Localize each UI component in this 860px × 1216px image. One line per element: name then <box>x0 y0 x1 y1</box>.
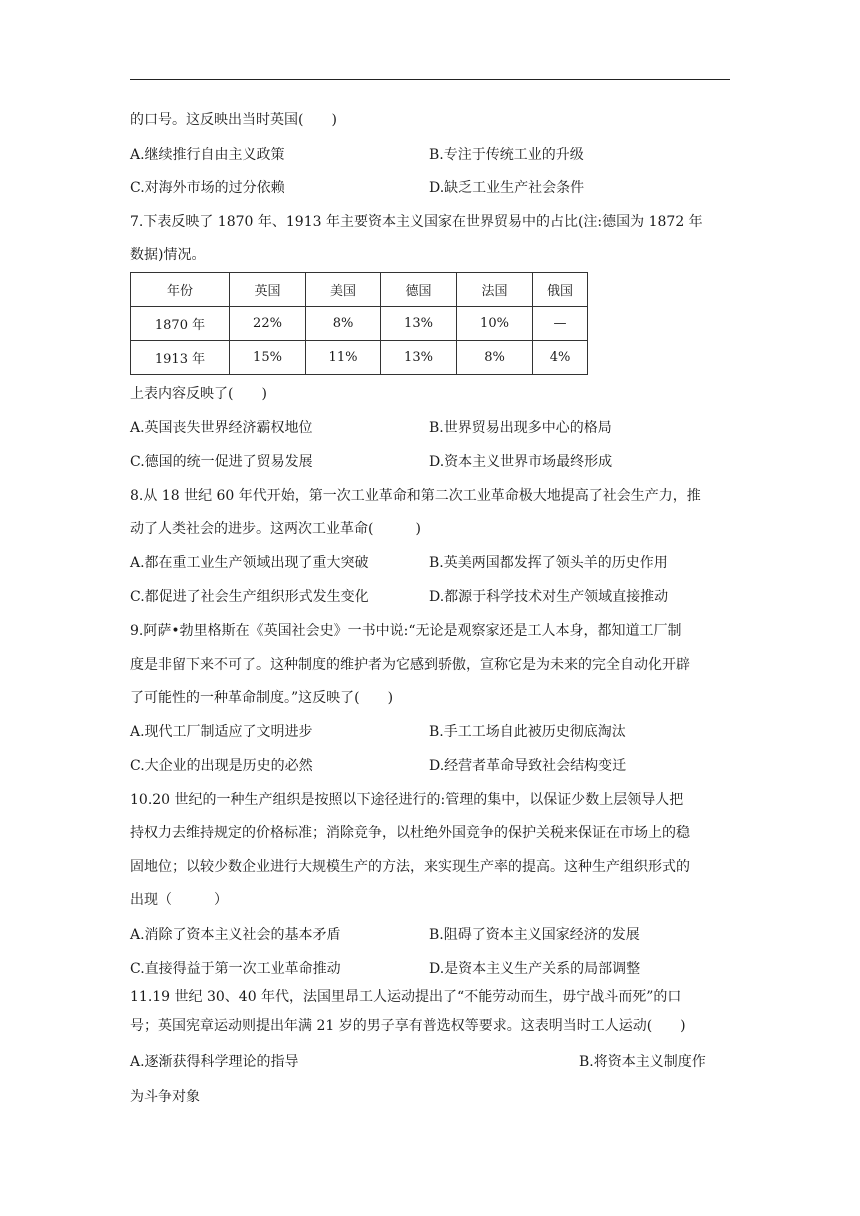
q7-after-table: 上表内容反映了( ) <box>130 386 267 402</box>
table-header-row <box>131 273 588 307</box>
q10-option-b: B.阻碍了资本主义国家经济的发展 <box>429 927 640 943</box>
q10-stem-line3: 固地位；以较少数企业进行大规模生产的方法，来实现生产率的提高。这种生产组织形式的 <box>130 859 690 875</box>
q11-stem-line2: 号；英国宪章运动则提出年满 21 岁的男子享有普选权等要求。这表明当时工人运动( ) <box>130 1018 686 1034</box>
q11-option-b-continued: 为斗争对象 <box>130 1089 200 1105</box>
table-header-cell: 英国 <box>230 273 306 307</box>
q8-option-c: C.都促进了社会生产组织形式发生变化 <box>130 589 369 605</box>
table-header-cell: 俄国 <box>533 273 588 307</box>
table-row <box>131 307 588 341</box>
q10-stem-line4: 出现（ ） <box>130 892 228 908</box>
q6-option-a: A.继续推行自由主义政策 <box>130 147 285 163</box>
table-cell: 10% <box>457 307 533 341</box>
q7-option-d: D.资本主义世界市场最终形成 <box>429 454 613 470</box>
q11-option-a: A.逐渐获得科学理论的指导 <box>130 1054 299 1070</box>
trade-share-table <box>130 272 588 375</box>
q9-stem-line1: 9.阿萨•勃里格斯在《英国社会史》一书中说:“无论是观察家还是工人本身，都知道工厂制 <box>130 623 682 639</box>
q6-stem: 的口号。这反映出当时英国( ) <box>130 112 337 128</box>
q8-option-b: B.英美两国都发挥了领头羊的历史作用 <box>429 555 668 571</box>
q9-option-c: C.大企业的出现是历史的必然 <box>130 758 313 774</box>
table-cell: 13% <box>381 341 457 375</box>
table-cell: 22% <box>230 307 306 341</box>
table-cell: 15% <box>230 341 306 375</box>
q10-stem-line1: 10.20 世纪的一种生产组织是按照以下途径进行的:管理的集中，以保证少数上层领导人把 <box>130 792 684 808</box>
table-cell: 11% <box>306 341 381 375</box>
q7-option-b: B.世界贸易出现多中心的格局 <box>429 420 612 436</box>
table-cell: 1913 年 <box>131 341 230 375</box>
table-row <box>131 341 588 375</box>
q10-option-a: A.消除了资本主义社会的基本矛盾 <box>130 927 341 943</box>
q11-option-b: B.将资本主义制度作 <box>579 1054 706 1070</box>
q10-option-d: D.是资本主义生产关系的局部调整 <box>429 961 641 977</box>
header-rule <box>130 79 730 80</box>
q7-stem-line1: 7.下表反映了 1870 年、1913 年主要资本主义国家在世界贸易中的占比(注:德国为 1872 年 <box>130 214 703 230</box>
q8-stem-line2: 动了人类社会的进步。这两次工业革命( ) <box>130 521 421 537</box>
table-cell: 8% <box>306 307 381 341</box>
q7-option-a: A.英国丧失世界经济霸权地位 <box>130 420 313 436</box>
q6-option-c: C.对海外市场的过分依赖 <box>130 180 285 196</box>
table-cell: 4% <box>533 341 588 375</box>
table-header-cell: 法国 <box>457 273 533 307</box>
q8-stem-line1: 8.从 18 世纪 60 年代开始，第一次工业革命和第二次工业革命极大地提高了社会生产力，推 <box>130 488 701 504</box>
q9-option-a: A.现代工厂制适应了文明进步 <box>130 724 313 740</box>
q6-option-d: D.缺乏工业生产社会条件 <box>429 180 585 196</box>
table-cell: — <box>533 307 588 341</box>
q9-option-d: D.经营者革命导致社会结构变迁 <box>429 758 627 774</box>
q10-option-c: C.直接得益于第一次工业革命推动 <box>130 961 341 977</box>
table-header-cell: 年份 <box>131 273 230 307</box>
table-header-cell: 美国 <box>306 273 381 307</box>
q7-stem-line2: 数据)情况。 <box>130 247 206 263</box>
q9-stem-line2: 度是非留下来不可了。这种制度的维护者为它感到骄傲，宣称它是为未来的完全自动化开辟 <box>130 657 690 673</box>
q9-stem-line3: 了可能性的一种革命制度。”这反映了( ) <box>130 690 394 706</box>
table-cell: 8% <box>457 341 533 375</box>
table-cell: 1870 年 <box>131 307 230 341</box>
q6-option-b: B.专注于传统工业的升级 <box>429 147 584 163</box>
q7-option-c: C.德国的统一促进了贸易发展 <box>130 454 313 470</box>
table-header-cell: 德国 <box>381 273 457 307</box>
q10-stem-line2: 持权力去维持规定的价格标准；消除竞争，以杜绝外国竞争的保护关税来保证在市场上的稳 <box>130 825 690 841</box>
table-cell: 13% <box>381 307 457 341</box>
q9-option-b: B.手工工场自此被历史彻底淘汰 <box>429 724 626 740</box>
q11-stem-line1: 11.19 世纪 30、40 年代，法国里昂工人运动提出了“不能劳动而生，毋宁战斗而死”的口 <box>130 989 682 1005</box>
q8-option-a: A.都在重工业生产领域出现了重大突破 <box>130 555 369 571</box>
q8-option-d: D.都源于科学技术对生产领域直接推动 <box>429 589 669 605</box>
